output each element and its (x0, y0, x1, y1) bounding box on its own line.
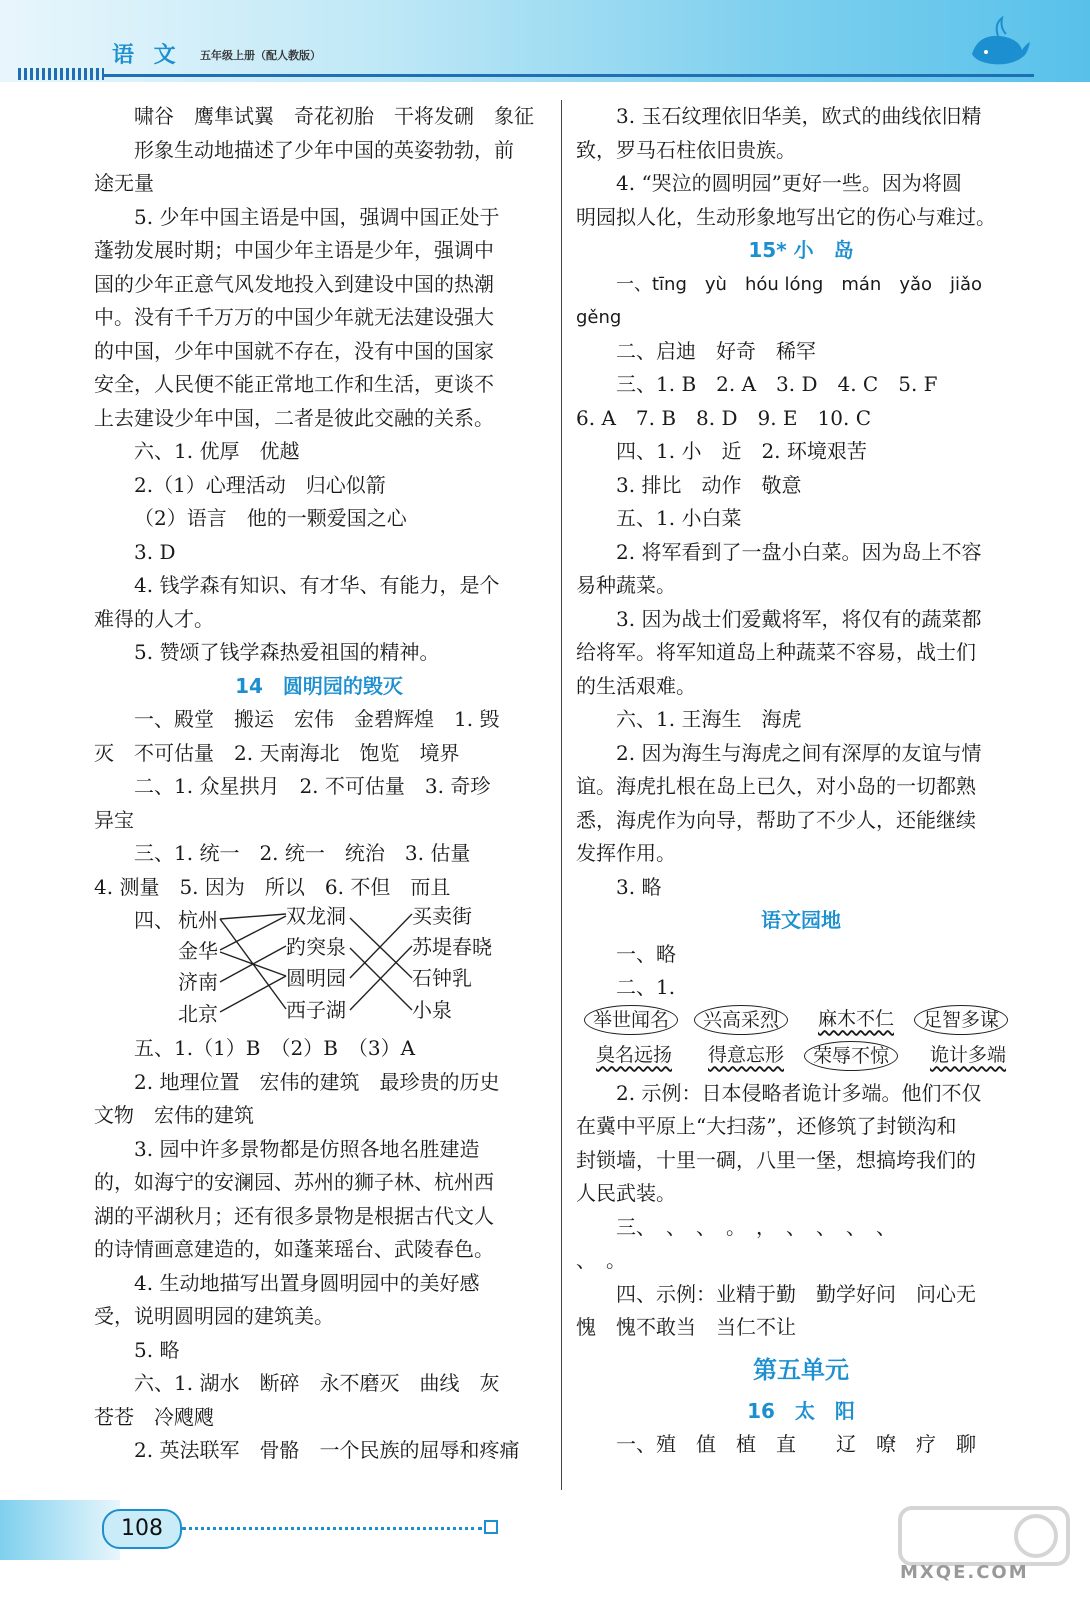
answer-line: 5. 略 (134, 1337, 180, 1362)
answer-line: 一、殿堂 搬运 宏伟 金碧辉煌 1. 毁 (134, 707, 500, 731)
answer-line: 悉，海虎作为向导，帮助了不少人，还能继续 (576, 807, 976, 832)
answer-line: 二、1. (616, 975, 676, 999)
subject-title: 语 文 (112, 42, 182, 68)
answer-line: 2. 示例：日本侵略者诡计多端。他们不仅 (616, 1080, 982, 1105)
footer-dotted-rule (182, 1527, 482, 1530)
answer-line: 发挥作用。 (576, 841, 676, 865)
answer-line: （2）语言 他的一颗爱国之心 (134, 506, 407, 530)
watermark-text: MXQE.COM (900, 1562, 1029, 1583)
garden-after-lines (576, 1077, 1026, 1345)
answer-line: 4. 测量 5. 因为 所以 6. 不但 而且 (94, 874, 451, 899)
idiom-underlined: 得意忘形 (708, 1043, 785, 1066)
lesson14-after-lines (94, 1032, 544, 1468)
answer-line: 六、1. 优厚 优越 (134, 439, 300, 463)
header-ticks (18, 68, 104, 80)
idiom-grid (576, 1005, 1026, 1077)
answer-line: 二、启迪 好奇 稀罕 (616, 338, 816, 363)
idiom-circled: 足智多谋 (914, 1005, 1008, 1035)
answer-line: 异宝 (94, 807, 134, 832)
answer-line: 国的少年正意气风发地投入到建设中国的热潮 (94, 271, 494, 296)
match-city: 金华 (178, 939, 218, 963)
match-feature: 石钟乳 (412, 966, 472, 990)
answer-line: 三、1. 统一 2. 统一 统治 3. 估量 (134, 841, 471, 865)
answer-line: 受，说明圆明园的建筑美。 (94, 1304, 334, 1328)
answer-line: 2. 将军看到了一盘小白菜。因为岛上不容 (616, 539, 982, 564)
answer-line: 3. 玉石纹理依旧华美，欧式的曲线依旧精 (616, 104, 982, 128)
left-answer-lines (94, 100, 544, 670)
answer-line: 安全，人民便不能正常地工作和生活，更谈不 (94, 372, 494, 396)
answer-line: 人民武装。 (576, 1181, 676, 1205)
answer-line: 3. D (134, 539, 176, 564)
answer-line: 、 。 (576, 1248, 626, 1272)
match-feature: 买卖街 (412, 904, 472, 928)
answer-line: 二、1. 众星拱月 2. 不可估量 3. 奇珍 (134, 774, 491, 798)
answer-line: 4. “哭泣的圆明园”更好一些。因为将圆 (616, 171, 962, 195)
answer-line: 2. 因为海生与海虎之间有深厚的友谊与情 (616, 740, 982, 765)
answer-line: 2. 地理位置 宏伟的建筑 最珍贵的历史 (134, 1069, 500, 1094)
answer-line: 5. 赞颂了钱学森热爱祖国的精神。 (134, 640, 440, 664)
matching-exercise (94, 904, 544, 1032)
match-feature: 小泉 (412, 998, 452, 1022)
match-place: 双龙洞 (286, 904, 346, 928)
lesson15-lines (576, 335, 1026, 905)
answer-line: 2.（1）心理活动 归心似箭 (134, 472, 386, 497)
answer-line: 给将军。将军知道岛上种蔬菜不容易，战士们 (576, 640, 976, 664)
answer-line: 上去建设少年中国，二者是彼此交融的关系。 (94, 405, 494, 430)
answer-line: 五、1. 小白菜 (616, 506, 742, 530)
answer-line: 的，如海宁的安澜园、苏州的狮子林、杭州西 (94, 1170, 494, 1194)
idiom-circled: 举世闻名 (584, 1005, 678, 1035)
answer-line: 六、1. 王海生 海虎 (616, 707, 802, 731)
idiom-circled: 兴高采烈 (694, 1005, 788, 1035)
header-rule (104, 74, 1034, 77)
answer-line: 的中国，少年中国就不存在，没有中国的国家 (94, 338, 494, 363)
answer-line: 3. 因为战士们爱戴将军，将仅有的蔬菜都 (616, 606, 982, 631)
answer-line: 五、1.（1）B （2）B （3）A (134, 1036, 416, 1060)
answer-line: 苍苍 冷飕飕 (94, 1404, 214, 1429)
answer-line: 愧 愧不敢当 当仁不让 (576, 1315, 796, 1339)
lesson16-line: 一、殖 值 植 直 辽 嘹 疗 聊 (616, 1432, 976, 1456)
answer-line: 三、1. B 2. A 3. D 4. C 5. F (616, 372, 938, 396)
garden-title: 语文园地 (761, 908, 841, 932)
answer-line: 在冀中平原上“大扫荡”，还修筑了封锁沟和 (576, 1114, 957, 1138)
answer-line: 4. 钱学森有知识、有才华、有能力，是个 (134, 573, 500, 597)
match-place: 趵突泉 (286, 935, 346, 959)
answer-line: 5. 少年中国主语是中国，强调中国正处于 (134, 204, 500, 229)
answer-line: 六、1. 湖水 断碎 永不磨灭 曲线 灰 (134, 1371, 500, 1395)
answer-line: 封锁墙，十里一碉，八里一堡，想搞垮我们的 (576, 1147, 976, 1172)
answer-line: 蓬勃发展时期；中国少年主语是少年，强调中 (94, 238, 494, 262)
right-top-lines (576, 100, 1026, 234)
answer-line: 四、示例：业精于勤 勤学好问 问心无 (616, 1281, 976, 1306)
match-line (220, 976, 286, 1012)
answer-line: 6. A 7. B 8. D 9. E 10. C (576, 405, 871, 430)
matching-prefix: 四、 (134, 908, 174, 932)
answer-line: 灭 不可估量 2. 天南海北 饱览 境界 (94, 740, 460, 765)
answer-line: 中。没有千千万万的中国少年就无法建设强大 (94, 305, 494, 329)
idiom-underlined: 麻木不仁 (818, 1007, 895, 1030)
page-number: 108 (102, 1509, 182, 1549)
match-place: 圆明园 (286, 966, 346, 990)
footer-square-icon (484, 1520, 498, 1534)
answer-line: 三、 、 、 。 ， 、 、 、 、 (616, 1214, 896, 1239)
matching-lines (94, 904, 544, 1032)
match-city: 杭州 (178, 908, 218, 932)
match-city: 北京 (178, 1002, 218, 1026)
match-city: 济南 (178, 970, 218, 994)
idiom-underlined: 臭名远扬 (596, 1043, 673, 1066)
answer-line: 易种蔬菜。 (576, 573, 676, 597)
answer-line: 3. 排比 动作 敬意 (616, 472, 802, 497)
match-line (220, 914, 286, 919)
answer-line: 2. 英法联军 骨骼 一个民族的屈辱和疼痛 (134, 1438, 520, 1462)
lesson14-lines (94, 703, 544, 904)
match-place: 西子湖 (286, 998, 346, 1022)
answer-line: 一、略 (616, 941, 676, 966)
whale-icon (968, 14, 1032, 68)
answer-line: 明园拟人化，生动形象地写出它的伤心与难过。 (576, 204, 996, 229)
answer-line: 形象生动地描述了少年中国的英姿勃勃，前 (134, 137, 514, 162)
pinyin-line: 一、tīng yù hóu lóng mán yǎo jiǎo (616, 273, 983, 295)
answer-line: 四、1. 小 近 2. 环境艰苦 (616, 439, 867, 463)
match-feature: 苏堤春晓 (412, 935, 492, 959)
answer-line: 3. 略 (616, 874, 662, 899)
answer-line: 致，罗马石柱依旧贵族。 (576, 137, 796, 162)
answer-line: 湖的平湖秋月；还有很多景物是根据古代文人 (94, 1203, 494, 1228)
grade-subtitle: 五年级上册（配人教版） (200, 49, 321, 62)
answer-line: 4. 生动地描写出置身圆明园中的美好感 (134, 1270, 480, 1295)
match-line (220, 946, 286, 982)
answer-line: 的生活艰难。 (576, 673, 696, 698)
answer-line: 文物 宏伟的建筑 (94, 1103, 254, 1127)
answer-line: 3. 园中许多景物都是仿照各地名胜建造 (134, 1136, 480, 1161)
lesson16-title: 16 太 阳 (747, 1398, 855, 1423)
column-divider (561, 100, 562, 1490)
lesson15-title: 15* 小 岛 (748, 238, 854, 262)
answer-line: 难得的人才。 (94, 606, 214, 631)
answer-line: 谊。海虎扎根在岛上已久，对小岛的一切都熟 (576, 774, 976, 798)
pinyin-line: gěng (576, 307, 622, 328)
answer-line: 啸谷 鹰隼试翼 奇花初胎 干将发硎 象征 (134, 104, 534, 128)
left-column (94, 100, 544, 1468)
answer-line: 途无量 (94, 171, 154, 195)
right-column (576, 100, 1026, 1462)
garden-lines (576, 938, 1026, 1005)
answer-line: 的诗情画意建造的，如蓬莱瑶台、武陵春色。 (94, 1237, 494, 1261)
unit-title: 第五单元 (753, 1355, 849, 1384)
lesson14-title: 14 圆明园的毁灭 (235, 673, 403, 698)
idiom-underlined: 诡计多端 (930, 1043, 1007, 1066)
idiom-circled: 荣辱不惊 (804, 1041, 898, 1071)
